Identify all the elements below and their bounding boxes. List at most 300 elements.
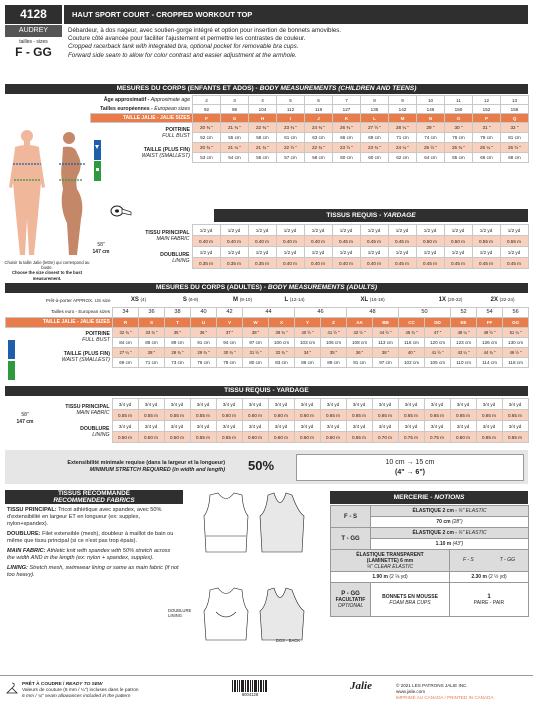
adult-main-m-cell: 0.65 m — [320, 410, 346, 421]
adult-bust-label: POITRINE — [85, 331, 110, 338]
rtw-size-cell — [269, 294, 321, 307]
adult-bust-cm-cell: 108 cm — [347, 337, 373, 347]
lining-drawing-en: LINING — [168, 613, 182, 618]
adult-jalie-size-cell: DD — [425, 317, 451, 327]
age-cell: 12 — [473, 96, 501, 105]
lining-m-cell: 0.45 m — [416, 258, 444, 269]
rtw-us: (20-22) — [447, 297, 463, 303]
adult-main-m-cell: 0.65 m — [346, 410, 372, 421]
bra-cups-en: FOAM BRA CUPS — [389, 599, 431, 606]
adult-size-table — [5, 294, 528, 368]
adult-main-m-cell: 0.60 m — [216, 410, 242, 421]
fabric-para-4 — [7, 565, 179, 579]
stretch-label — [10, 460, 225, 474]
bust-in-cell: 32 " — [501, 123, 529, 133]
lining-yd-cell: 1/2 yd — [332, 247, 360, 258]
jalie-size-cell: F — [193, 114, 221, 123]
adult-main-yd-cell: 3/4 yd — [216, 399, 242, 410]
desc-fr-2: Couture côté avancée pour faciliter l'ajustement et permettre les contrastes de couleur. — [68, 35, 306, 43]
adult-jalie-size-cell: V — [217, 317, 243, 327]
clear-elastic-fr2: (LAMINETTE) 6 mm — [366, 557, 414, 564]
desc-en-1: Cropped racerback tank with integrated bra, optional pocket for removable bra cups. — [68, 43, 299, 51]
clear-elastic-en: ¼" CLEAR ELASTIC — [366, 563, 414, 570]
adult-bust-in-cell: 32 ¾ " — [113, 327, 139, 337]
bust-cm-cell: 74 cm — [417, 133, 445, 143]
bust-cm-cell: 58 cm — [249, 133, 277, 143]
adult-waist-cm-cell: 105 cm — [425, 357, 451, 367]
back-view-drawing — [260, 493, 304, 552]
jalie-size-cell: O — [445, 114, 473, 123]
waist-cm-cell: 66 cm — [473, 153, 501, 163]
adult-bust-in-cell: 33 ¾ " — [139, 327, 165, 337]
adult-lining-m-cell: 0.70 m — [372, 432, 398, 443]
adult-yardage-table — [42, 398, 528, 443]
euro-size-cell: 98 — [221, 105, 249, 114]
notion-clear-elastic-value — [331, 572, 529, 583]
elastic2-fr: ÉLASTIQUE 2 cm - — [412, 530, 459, 536]
adult-main-m-cell: 0.65 m — [398, 410, 424, 421]
adult-waist-in-row — [6, 347, 529, 357]
adult-lining-yd-cell: 3/4 yd — [502, 421, 528, 432]
tgg-length: 1.10 m — [435, 541, 452, 547]
main-m-cell: 0.45 m — [332, 236, 360, 247]
adult-jalie-row — [6, 317, 529, 327]
bust-cm-cell: 69 cm — [361, 133, 389, 143]
main-m-cell: 0.45 m — [360, 236, 388, 247]
adult-bust-cm-cell: 89 cm — [165, 337, 191, 347]
adult-lining-yd-cell: 3/4 yd — [346, 421, 372, 432]
adult-main-yd-cell: 3/4 yd — [476, 399, 502, 410]
adult-main-label: TISSU PRINCIPAL — [65, 403, 110, 410]
age-cell: 13 — [501, 96, 529, 105]
fabric-para-1-head: TISSU PRINCIPAL: — [7, 507, 57, 513]
adult-jalie-size-cell: GG — [503, 317, 529, 327]
adult-jalie-size-cell: BB — [373, 317, 399, 327]
adult-waist-in-cell: 36 " — [347, 347, 373, 357]
jalie-size-cell: K — [333, 114, 361, 123]
adult-waist-cm-cell: 114 cm — [477, 357, 503, 367]
notion-elastic-fs-head — [331, 506, 529, 517]
adult-bust-in-cell: 39 ¾ " — [269, 327, 295, 337]
adult-bust-label-en: FULL BUST — [82, 337, 110, 344]
adult-waist-in-cell: 35 " — [321, 347, 347, 357]
euro-size-cell: 119 — [305, 105, 333, 114]
adult-main-m-cell: 0.55 m — [190, 410, 216, 421]
adult-euro-cell: 44 — [243, 307, 295, 317]
adult-lining-m-cell: 0.80 m — [450, 432, 476, 443]
elastic1-en: ¾" ELASTIC — [458, 508, 487, 514]
lining-yd-cell: 1/2 yd — [388, 247, 416, 258]
bra-cups-fr: BONNETS EN MOUSSE — [382, 593, 438, 600]
stretch-in: (4" → 6") — [395, 469, 425, 476]
children-jalie-row — [91, 114, 529, 123]
adult-lining-yd-cell: 3/4 yd — [450, 421, 476, 432]
notion-clear-elastic-head — [331, 550, 529, 572]
euro-size-cell: 127 — [333, 105, 361, 114]
adult-bust-cm-cell: 103 cm — [295, 337, 321, 347]
adult-waist-cm-cell: 76 cm — [191, 357, 217, 367]
lining-m-cell: 0.45 m — [500, 258, 528, 269]
adult-lining-m-cell: 0.60 m — [268, 432, 294, 443]
printed-in: IMPRIMÉ AU CANADA / PRINTED IN CANADA — [396, 695, 494, 700]
adult-bust-cm-cell: 123 cm — [451, 337, 477, 347]
waist-cm-cell: 58 cm — [305, 153, 333, 163]
adult-bust-in-cell: 36 " — [191, 327, 217, 337]
adult-lining-yd-cell: 3/4 yd — [398, 421, 424, 432]
adult-euro-cell: 52 — [451, 307, 477, 317]
lining-yd-cell: 1/2 yd — [220, 247, 248, 258]
adult-jalie-size-cell: R — [113, 317, 139, 327]
euro-size-cell: 146 — [417, 105, 445, 114]
adult-bust-in-cell: 42 ½ " — [347, 327, 373, 337]
clear-fs-len: 1.90 m — [372, 574, 388, 580]
fabric-para-3-body: Athletic knit with spandex with 50% stretch across the width AND in the length (ex: nylon + spandex, supplex). — [7, 548, 171, 561]
adult-lining-yd-cell: 3/4 yd — [320, 421, 346, 432]
waist-in-cell: 23 ½ " — [333, 143, 361, 153]
adult-lining-m-cell: 0.55 m — [190, 432, 216, 443]
pattern-title: HAUT SPORT COURT - CROPPED WORKOUT TOP — [64, 5, 528, 24]
bust-cm-cell: 52 cm — [193, 133, 221, 143]
bust-in-cell: 27 ½ " — [361, 123, 389, 133]
copyright: © 2021 LES PATRONS JALIE INC. — [396, 683, 468, 688]
adult-waist-in-cell: 38 " — [373, 347, 399, 357]
age-cell: 2 — [193, 96, 221, 105]
sizes-label: tailles - sizes — [5, 38, 62, 46]
bust-in-cell: 31 " — [473, 123, 501, 133]
fabrics-title-en: RECOMMENDED FABRICS — [53, 497, 135, 504]
jalie-size-cell: G — [221, 114, 249, 123]
adult-waist-label: TAILLE (PLUS FIN) — [63, 351, 110, 357]
adult-waist-label-en: WAIST (SMALLEST) — [61, 357, 110, 363]
rtw-size: 2X — [490, 297, 498, 304]
adult-euro-cell: 46 — [295, 307, 347, 317]
rtw-size: M — [233, 297, 239, 304]
main-m-cell: 0.55 m — [472, 236, 500, 247]
adult-bust-cm-cell: 91 cm — [191, 337, 217, 347]
adult-waist-cm-cell: 73 cm — [165, 357, 191, 367]
adult-main-yd-cell: 3/4 yd — [502, 399, 528, 410]
adult-bust-cm-cell: 97 cm — [243, 337, 269, 347]
rtw-label: Prêt-à-porter APPROX. US size — [45, 298, 111, 303]
adult-rtw-row — [6, 294, 529, 307]
clear-tgg-len-in: (2 ½ yd) — [488, 574, 507, 580]
rtw-size: 1X — [438, 297, 446, 304]
waist-in-cell: 20 ¾ " — [193, 143, 221, 153]
stretch-gauge — [296, 454, 524, 481]
children-title-fr: MESURES DU CORPS (ENFANTS ET ADOS) - — [116, 85, 260, 92]
bust-in-cell: 30 " — [445, 123, 473, 133]
pattern-description — [68, 27, 523, 60]
main-yd-cell: 1/2 yd — [360, 225, 388, 236]
adult-main-m-cell: 0.65 m — [476, 410, 502, 421]
adult-bust-marker — [8, 340, 15, 359]
adult-main-label-en: MAIN FABRIC — [76, 409, 110, 416]
age-cell: 7 — [333, 96, 361, 105]
adult-main-yd-cell: 3/4 yd — [112, 399, 138, 410]
jalie-size-cell: H — [249, 114, 277, 123]
adult-main-m-cell: 0.65 m — [502, 410, 528, 421]
age-cell: 4 — [249, 96, 277, 105]
waist-in-cell: 23 ¾ " — [361, 143, 389, 153]
rtw-us: (6-8) — [188, 297, 199, 303]
waist-in-cell: 22 ½ " — [277, 143, 305, 153]
adult-bust-in-cell: 48 ¼ " — [451, 327, 477, 337]
adult-main-m-row — [42, 410, 528, 421]
website: www.jalie.com — [396, 689, 426, 694]
adult-width-cm: 147 cm — [16, 419, 34, 425]
main-fabric-label-en: MAIN FABRIC — [156, 235, 190, 242]
waist-cm-cell: 60 cm — [333, 153, 361, 163]
adult-jalie-size-cell: X — [269, 317, 295, 327]
ready-en: READY TO SEW — [65, 682, 103, 687]
adult-waist-in-cell: 27 ¼ " — [113, 347, 139, 357]
adult-waist-marker — [8, 361, 15, 380]
waist-in-cell: 25 ½ " — [417, 143, 445, 153]
adult-euro-cell: 36 — [139, 307, 165, 317]
adult-bust-in-row — [6, 327, 529, 337]
adult-lining-m-cell: 0.60 m — [320, 432, 346, 443]
euro-size-cell: 104 — [249, 105, 277, 114]
adult-euro-cell: 56 — [503, 307, 529, 317]
adult-jalie-size-cell: W — [243, 317, 269, 327]
seam-en: 6 mm / ¼" seam allowances included in the pattern — [22, 694, 131, 699]
rtw-size-cell — [165, 294, 217, 307]
barcode-icon — [232, 680, 268, 692]
children-euro-row — [91, 105, 529, 114]
adult-waist-cm-cell: 89 cm — [321, 357, 347, 367]
adult-waist-in-cell: 30 ¾ " — [217, 347, 243, 357]
fabric-para-2-body: Filet extensible (mesh), doubleur à maillot de bain ou même que tissu principal (si ce n'est pas trop épais). — [7, 531, 174, 544]
adult-bust-cm-cell: 84 cm — [113, 337, 139, 347]
adult-waist-in-cell: 43 ¼ " — [451, 347, 477, 357]
adult-main-yd-cell: 3/4 yd — [320, 399, 346, 410]
jalie-size-cell: N — [417, 114, 445, 123]
jalie-sizes-label: TAILLE JALIE - JALIE SIZES — [91, 114, 193, 123]
adult-euro-label: Tailles euro - European sizes — [51, 309, 110, 315]
lining-drawing-label — [168, 608, 198, 618]
ready-fr: PRÊT À COUDRE — [22, 682, 62, 687]
waist-cm-cell: 53 cm — [193, 153, 221, 163]
adult-bust-cm-cell: 100 cm — [269, 337, 295, 347]
bust-label: POITRINE — [165, 126, 190, 133]
adult-lining-yd-cell: 3/4 yd — [216, 421, 242, 432]
euro-label: Tailles européennes - — [100, 105, 155, 112]
rtw-size-cell — [477, 294, 529, 307]
ready-to-sew-text: PRÊT À COUDRE / READY TO SEW Valeurs de couture (6 mm / ¼") incluses dans le patron 6 mm / ¼" seam allowances included in the pattern — [22, 682, 212, 700]
adult-main-yd-cell: 3/4 yd — [164, 399, 190, 410]
fabric-para-3-head: MAIN FABRIC: — [7, 548, 46, 554]
age-cell: 11 — [445, 96, 473, 105]
lining-yd-cell: 1/2 yd — [360, 247, 388, 258]
adult-bust-in-cell: 40 ½ " — [295, 327, 321, 337]
adult-lining-m-cell: 0.50 m — [112, 432, 138, 443]
euro-size-cell: 135 — [361, 105, 389, 114]
waist-in-cell: 22 ¾ " — [305, 143, 333, 153]
fabrics-title — [5, 490, 183, 504]
jalie-size-cell: Q — [501, 114, 529, 123]
age-cell: 8 — [361, 96, 389, 105]
adult-waist-cm-cell: 102 cm — [399, 357, 425, 367]
adult-main-m-cell: 0.55 m — [164, 410, 190, 421]
stretch-label-en: MINIMUM STRETCH REQUIRED (in width and length) — [89, 467, 225, 473]
adult-lining-yd-cell: 3/4 yd — [424, 421, 450, 432]
age-cell: 3 — [221, 96, 249, 105]
adult-jalie-size-cell: CC — [399, 317, 425, 327]
lining-m-cell: 0.45 m — [388, 258, 416, 269]
rtw-size-cell — [217, 294, 269, 307]
adult-jalie-size-cell: FF — [477, 317, 503, 327]
adult-euro-row — [6, 307, 529, 317]
fabric-width-cm: 147 cm — [92, 249, 110, 255]
fabric-para-2-head: DOUBLURE: — [7, 531, 41, 537]
bust-label-en: FULL BUST — [162, 132, 190, 139]
adult-waist-cm-cell: 110 cm — [451, 357, 477, 367]
bust-in-cell: 22 ¾ " — [249, 123, 277, 133]
adult-waist-cm-cell: 86 cm — [295, 357, 321, 367]
adult-main-yd-cell: 3/4 yd — [424, 399, 450, 410]
adult-main-m-cell: 0.60 m — [268, 410, 294, 421]
adult-bust-in-cell: 37 " — [217, 327, 243, 337]
adult-lining-m-cell: 0.60 m — [242, 432, 268, 443]
main-m-cell: 0.40 m — [220, 236, 248, 247]
children-measure-title — [5, 84, 528, 94]
main-yd-cell: 1/2 yd — [304, 225, 332, 236]
euro-size-cell: 142 — [389, 105, 417, 114]
lining-m-cell: 0.45 m — [444, 258, 472, 269]
lining-yd-cell: 1/2 yd — [276, 247, 304, 258]
euro-label-en: European sizes — [154, 105, 190, 112]
main-yd-cell: 1/2 yd — [388, 225, 416, 236]
adult-euro-cell: 42 — [217, 307, 243, 317]
adult-lining-m-cell: 0.65 m — [346, 432, 372, 443]
adult-waist-in-cell: 31 ½ " — [243, 347, 269, 357]
children-fabric-width — [90, 242, 112, 256]
waist-cm-cell: 55 cm — [249, 153, 277, 163]
adult-lining-m-cell: 0.75 m — [398, 432, 424, 443]
bra-cups-pair: PAIRE - PAIR — [473, 599, 505, 606]
euro-size-cell: 155 — [501, 105, 529, 114]
pattern-name: AUDREY — [5, 25, 62, 37]
adult-main-yd-row — [42, 399, 528, 410]
adult-bust-in-cell: 38 " — [243, 327, 269, 337]
front-view-drawing — [204, 493, 248, 552]
adult-main-yd-cell: 3/4 yd — [268, 399, 294, 410]
age-cell: 5 — [277, 96, 305, 105]
rtw-us: (4) — [140, 297, 147, 303]
measuring-tape-icon — [110, 204, 132, 218]
adult-jalie-size-cell: S — [139, 317, 165, 327]
adult-main-m-cell: 0.60 m — [242, 410, 268, 421]
adult-waist-in-cell: 28 " — [139, 347, 165, 357]
main-yd-cell: 1/2 yd — [192, 225, 220, 236]
adult-euro-cell: 38 — [165, 307, 191, 317]
adult-bust-in-cell: 49 ½ " — [477, 327, 503, 337]
waist-in-cell: 26 ½ " — [501, 143, 529, 153]
adult-euro-cell: 40 — [191, 307, 217, 317]
fabric-width-in: 58" — [97, 242, 105, 248]
cups-size-range: P - GG — [341, 590, 360, 597]
adult-jalie-size-cell: T — [165, 317, 191, 327]
notion-size-fs: F - S — [331, 506, 371, 528]
waist-cm-cell: 54 cm — [221, 153, 249, 163]
lining-m-cell: 0.40 m — [304, 258, 332, 269]
sizes-range: F - GG — [5, 46, 62, 59]
adult-lining-yd-cell: 3/4 yd — [138, 421, 164, 432]
fabric-para-4-head: LINING: — [7, 565, 28, 571]
jalie-size-cell: M — [389, 114, 417, 123]
bust-in-cell: 28 ¼ " — [389, 123, 417, 133]
waist-cm-cell: 57 cm — [277, 153, 305, 163]
adult-main-yd-cell: 3/4 yd — [294, 399, 320, 410]
bust-cm-cell: 55 cm — [221, 133, 249, 143]
child-main-yd-row — [112, 225, 528, 236]
adult-waist-cm-cell: 97 cm — [373, 357, 399, 367]
waist-cm-cell: 60 cm — [361, 153, 389, 163]
adult-main-yd-cell: 3/4 yd — [190, 399, 216, 410]
adult-waist-in-cell: 44 ¾ " — [477, 347, 503, 357]
main-yd-cell: 1/2 yd — [444, 225, 472, 236]
adult-jalie-size-cell: Y — [295, 317, 321, 327]
lining-yd-cell: 1/2 yd — [416, 247, 444, 258]
bust-cm-cell: 66 cm — [333, 133, 361, 143]
adult-lining-yd-cell: 3/4 yd — [294, 421, 320, 432]
notion-size-tgg: T - GG — [331, 528, 371, 550]
adult-lining-yd-cell: 3/4 yd — [372, 421, 398, 432]
adult-waist-in-cell: 28 ¾ " — [165, 347, 191, 357]
rtw-us: (8-10) — [239, 297, 252, 303]
euro-size-cell: 152 — [473, 105, 501, 114]
adult-jalie-size-cell: EE — [451, 317, 477, 327]
bust-in-cell: 23 ¾ " — [277, 123, 305, 133]
figure-note-fr: Choisir la taille Jalie (lettre) qui correspond au buste. — [4, 260, 90, 271]
rtw-size-cell — [425, 294, 477, 307]
jalie-size-cell: I — [277, 114, 305, 123]
lining-yd-cell: 1/2 yd — [472, 247, 500, 258]
adult-main-yd-cell: 3/4 yd — [242, 399, 268, 410]
clear-fs-len-in: (2 ⅛ yd) — [389, 574, 408, 580]
bust-cm-cell: 81 cm — [501, 133, 529, 143]
fabric-para-2 — [7, 531, 179, 545]
bust-cm-cell: 63 cm — [305, 133, 333, 143]
notion-bra-cups — [331, 583, 529, 617]
main-yd-cell: 1/2 yd — [220, 225, 248, 236]
adult-title-en: BODY MEASUREMENTS (ADULTS) — [267, 284, 378, 291]
age-label: Âge approximatif - — [103, 97, 151, 103]
lining-m-cell: 0.40 m — [332, 258, 360, 269]
age-cell: 6 — [305, 96, 333, 105]
adult-waist-cm-cell: 83 cm — [269, 357, 295, 367]
adult-jalie-size-cell: Z — [321, 317, 347, 327]
children-bust-in-row — [91, 123, 529, 133]
lining-m-cell: 0.35 m — [220, 258, 248, 269]
fs-length-in: (28") — [451, 519, 463, 525]
age-cell: 9 — [389, 96, 417, 105]
age-cell: 10 — [417, 96, 445, 105]
fabric-para-1-body: Tricot athlétique avec spandex, avec 50% d'extensibilité en largeur ET en longueur (ex: supplex, nylon+spandex). — [7, 507, 162, 527]
adult-lining-yd-cell: 3/4 yd — [190, 421, 216, 432]
fabrics-text — [7, 507, 179, 582]
lining-label: DOUBLURE — [160, 251, 190, 258]
children-size-table — [90, 95, 528, 163]
notions-title-en: NOTIONS — [434, 494, 465, 501]
adult-measure-title — [5, 283, 528, 293]
rtw-us: (22-24) — [499, 297, 515, 303]
adult-waist-in-cell: 34 " — [295, 347, 321, 357]
adult-main-yd-cell: 3/4 yd — [372, 399, 398, 410]
adult-waist-cm-cell: 78 cm — [217, 357, 243, 367]
main-yd-cell: 1/2 yd — [500, 225, 528, 236]
main-m-cell: 0.40 m — [192, 236, 220, 247]
